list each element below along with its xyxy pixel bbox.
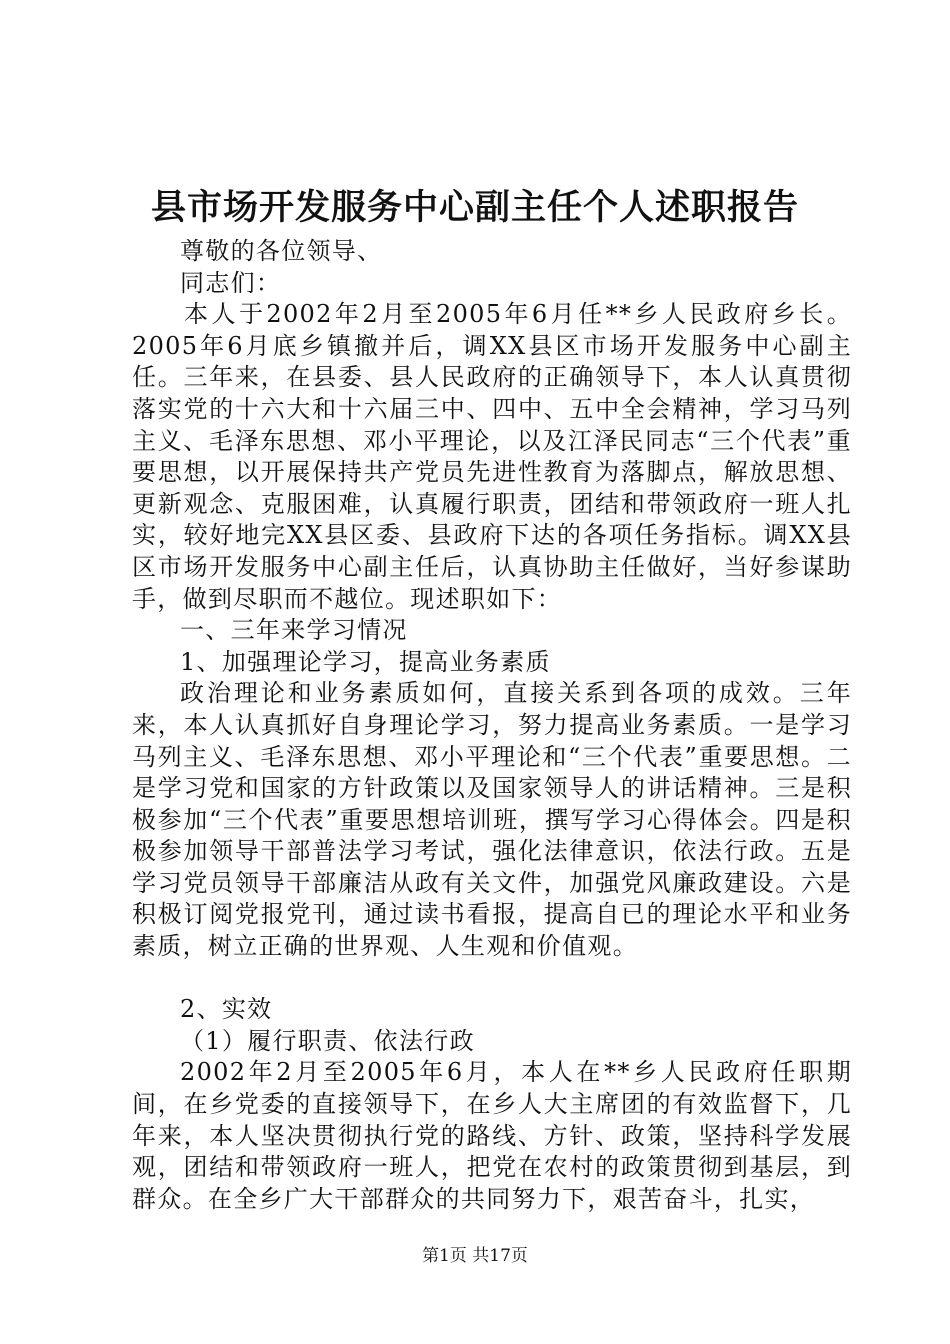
duty-paragraph: 2002年2月至2005年6月，本人在**乡人民政府任职期间，在乡党委的直接领导下，在乡人大主席团的有效监督下，几年来，本人坚决贯彻执行党的路线、方针、政策，坚持科学发展观，团结和带领政府一班人，把党在农村的政策贯彻到基层，到群众。在全乡广大干部群众的共同努力下，艰苦奋斗，扎实， (132, 1058, 852, 1213)
page-footer: 第1页 共17页 (422, 1246, 528, 1266)
salutation-line-2: 同志们： (180, 268, 282, 297)
study-paragraph: 政治理论和业务素质如何，直接关系到各项的成效。三年来，本人认真抓好自身理论学习，努力提高业务素质。一是学习马列主义、毛泽东思想、邓小平理论和“三个代表”重要思想。二是学习党和国家的方针政策以及国家领导人的讲话精神。三是积极参加“三个代表”重要思想培训班，撰写学习心得体会。四是积极参加领导干部普法学习考试，强化法律意识，依法行政。五是学习党员领导干部廉洁从政有关文件，加强党风廉政建设。六是积极订阅党报党刊，通过读书看报，提高自已的理论水平和业务素质，树立正确的世界观、人生观和价值观。 (132, 679, 852, 961)
subsection-heading-1-1: 1、加强理论学习，提高业务素质 (180, 647, 551, 676)
document-title: 县市场开发服务中心副主任个人述职报告 (150, 187, 799, 228)
paragraph-spacer (132, 963, 852, 995)
intro-paragraph: 本人于2002年2月至2005年6月任**乡人民政府乡长。2005年6月底乡镇撤并后，调XX县区市场开发服务中心副主任。三年来，在县委、县人民政府的正确领导下，本人认真贯彻落实党的十六大和十六届三中、四中、五中全会精神，学习马列主义、毛泽东思想、邓小平理论，以及江泽民同志“三个代表”重要思想，以开展保持共产党员先进性教育为落脚点，解放思想、更新观念、克服困难，认真履行职责，团结和带领政府一班人扎实，较好地完XX县区委、县政府下达的各项任务指标。调XX县区市场开发服务中心副主任后，认真协助主任做好，当好参谋助手，做到尽职而不越位。现述职如下： (132, 300, 852, 613)
subsection-heading-2-1: （1）履行职责、依法行政 (180, 1026, 475, 1055)
section-heading-2: 2、实效 (180, 995, 273, 1024)
section-heading-1: 一、三年来学习情况 (180, 616, 408, 645)
salutation-line-1: 尊敬的各位领导、 (180, 237, 383, 265)
document-body (132, 236, 852, 1215)
